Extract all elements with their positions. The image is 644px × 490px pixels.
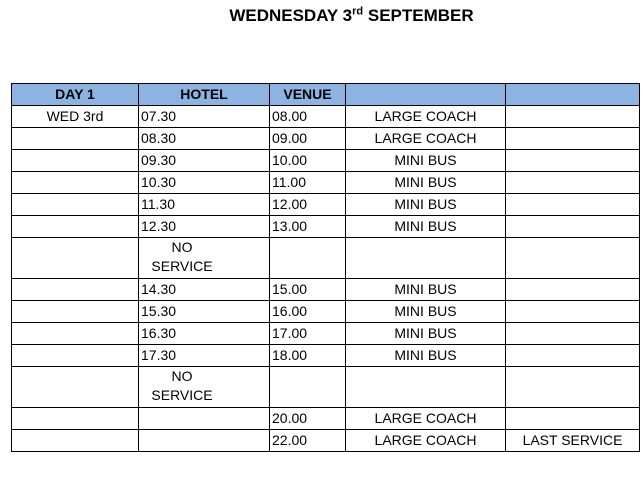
cell-transport: LARGE COACH (346, 408, 506, 430)
table-row (12, 172, 640, 194)
table-row (12, 194, 640, 216)
cell-note (506, 194, 640, 216)
cell-hotel-time: 15.30 (139, 301, 270, 323)
table-row (12, 106, 640, 128)
cell-hotel-time: 17.30 (139, 345, 270, 367)
header-note (506, 84, 640, 106)
cell-note (506, 106, 640, 128)
cell-note (506, 172, 640, 194)
schedule-body (12, 106, 640, 452)
table-row (12, 238, 640, 279)
cell-venue-time: 22.00 (270, 430, 346, 452)
table-row (12, 323, 640, 345)
cell-hotel-time: 12.30 (139, 216, 270, 238)
table-row (12, 408, 640, 430)
cell-transport: MINI BUS (346, 172, 506, 194)
cell-note (506, 408, 640, 430)
title-suffix: rd (352, 5, 364, 18)
cell-venue-time: 17.00 (270, 323, 346, 345)
cell-day (12, 408, 139, 430)
cell-day (12, 279, 139, 301)
title-main: WEDNESDAY 3 (229, 6, 353, 25)
cell-hotel-time: 07.30 (139, 106, 270, 128)
cell-hotel-time: 11.30 (139, 194, 270, 216)
cell-note (506, 216, 640, 238)
cell-venue-time: 12.00 (270, 194, 346, 216)
no-service-label: NO SERVICE (151, 368, 213, 403)
cell-venue-time: 13.00 (270, 216, 346, 238)
cell-transport: MINI BUS (346, 216, 506, 238)
cell-venue-time (270, 367, 346, 408)
cell-note (506, 323, 640, 345)
cell-day (12, 323, 139, 345)
cell-venue-time: 10.00 (270, 150, 346, 172)
header-row (12, 84, 640, 106)
cell-transport: MINI BUS (346, 150, 506, 172)
cell-venue-time: 15.00 (270, 279, 346, 301)
cell-hotel-time (139, 430, 270, 452)
header-venue: VENUE (270, 84, 346, 106)
cell-day (12, 194, 139, 216)
cell-day: WED 3rd (12, 106, 139, 128)
cell-venue-time: 08.00 (270, 106, 346, 128)
cell-day (12, 345, 139, 367)
table-row (12, 150, 640, 172)
page-title (0, 6, 644, 26)
cell-note (506, 150, 640, 172)
cell-hotel-time (139, 238, 270, 279)
cell-day (12, 430, 139, 452)
cell-hotel-time (139, 408, 270, 430)
cell-venue-time (270, 238, 346, 279)
table-row (12, 128, 640, 150)
cell-day (12, 128, 139, 150)
table-row (12, 367, 640, 408)
table-row (12, 279, 640, 301)
cell-day (12, 150, 139, 172)
cell-transport (346, 367, 506, 408)
cell-transport: LARGE COACH (346, 128, 506, 150)
table-row (12, 345, 640, 367)
no-service-label: NO SERVICE (151, 239, 213, 274)
cell-note (506, 279, 640, 301)
shuttle-schedule-table (11, 83, 640, 452)
cell-transport: LARGE COACH (346, 430, 506, 452)
cell-note (506, 345, 640, 367)
cell-transport: MINI BUS (346, 194, 506, 216)
cell-hotel-time: 08.30 (139, 128, 270, 150)
header-hotel: HOTEL (139, 84, 270, 106)
cell-venue-time: 18.00 (270, 345, 346, 367)
cell-venue-time: 11.00 (270, 172, 346, 194)
title-rest: SEPTEMBER (363, 6, 474, 25)
cell-transport: LARGE COACH (346, 106, 506, 128)
cell-note (506, 128, 640, 150)
cell-note (506, 367, 640, 408)
cell-hotel-time: 09.30 (139, 150, 270, 172)
cell-hotel-time (139, 367, 270, 408)
cell-note (506, 238, 640, 279)
cell-day (12, 216, 139, 238)
header-transport (346, 84, 506, 106)
table-row (12, 301, 640, 323)
cell-day (12, 238, 139, 279)
table-row (12, 430, 640, 452)
cell-hotel-time: 14.30 (139, 279, 270, 301)
cell-transport: MINI BUS (346, 279, 506, 301)
cell-transport: MINI BUS (346, 323, 506, 345)
cell-day (12, 301, 139, 323)
cell-transport: MINI BUS (346, 345, 506, 367)
cell-transport: MINI BUS (346, 301, 506, 323)
header-day: DAY 1 (12, 84, 139, 106)
table-row (12, 216, 640, 238)
cell-hotel-time: 10.30 (139, 172, 270, 194)
cell-hotel-time: 16.30 (139, 323, 270, 345)
cell-note: LAST SERVICE (506, 430, 640, 452)
cell-day (12, 367, 139, 408)
cell-transport (346, 238, 506, 279)
cell-venue-time: 16.00 (270, 301, 346, 323)
cell-note (506, 301, 640, 323)
cell-venue-time: 20.00 (270, 408, 346, 430)
cell-day (12, 172, 139, 194)
cell-venue-time: 09.00 (270, 128, 346, 150)
